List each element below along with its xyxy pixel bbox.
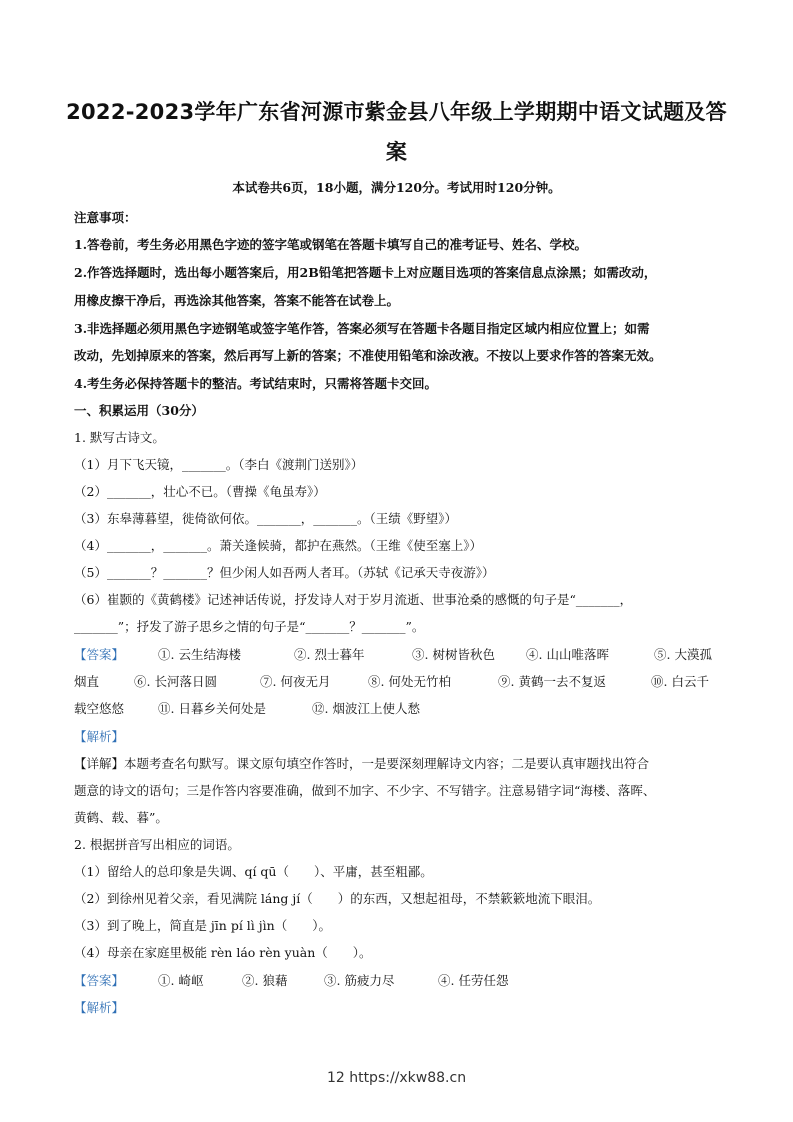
question-1-item: （3）东皋薄暮望，徙倚欲何依。_______，_______。（王绩《野望》） [74, 511, 457, 526]
notice-line: 1.答卷前，考生务必用黑色字迹的签字笔或钢笔在答题卡填写自己的准考证号、姓名、学校。 [74, 237, 588, 252]
answer-row [74, 699, 420, 717]
question-1-item: （1）月下飞天镜，_______。（李白《渡荆门送别》） [74, 457, 364, 472]
answer-row [74, 971, 509, 989]
question-1-item: （5）_______？_______？但少闲人如吾两人者耳。（苏轼《记承天寺夜游》） [74, 565, 495, 580]
answer-item: ⑫. 烟波江上使人愁 [312, 701, 420, 716]
question-1-item: （4）_______，_______。萧关逢候骑，都护在燕然。（王维《使至塞上》） [74, 538, 482, 553]
page-title: 2022-2023学年广东省河源市紫金县八年级上学期期中语文试题及答案 [66, 100, 727, 164]
notice-line: 用橡皮擦干净后，再选涂其他答案，答案不能答在试卷上。 [74, 293, 400, 308]
question-2-item: （1）留给人的总印象是失调、qí qū（ ）、平庸，甚至粗鄙。 [74, 864, 433, 879]
answer-item: ①. 云生结海楼 [158, 647, 241, 662]
question-2-stem: 2. 根据拼音写出相应的词语。 [74, 837, 240, 852]
notice-line: 改动，先划掉原来的答案，然后再写上新的答案；不准使用铅笔和涂改液。不按以上要求作答的答案无效。 [74, 348, 662, 363]
answer-row [74, 672, 709, 690]
answer-item: ④. 任劳任怨 [438, 973, 509, 988]
detail-line: 【详解】本题考查名句默写。课文原句填空作答时，一是要深刻理解诗文内容；二是要认真审题找出符合 [74, 756, 650, 771]
answer-item: ⑤. 大漠孤 [654, 647, 712, 662]
answer-item: ④. 山山唯落晖 [526, 647, 609, 662]
exam-info: 本试卷共6页，18小题，满分120分。考试用时120分钟。 [232, 180, 561, 195]
section-heading: 一、积累运用（30分） [74, 403, 204, 418]
question-1-item: （2）_______，壮心不已。（曹操《龟虽寿》） [74, 484, 326, 499]
notice-line: 2.作答选择题时，选出每小题答案后，用2B铅笔把答题卡上对应题目选项的答案信息点涂黑；如需改动， [74, 265, 657, 280]
question-2-item: （3）到了晚上，简直是 jīn pí lì jìn（ ）。 [74, 918, 331, 933]
answer-item: ⑦. 何夜无月 [260, 674, 331, 689]
analysis-label: 【解析】 [74, 729, 125, 744]
answer-item: ②. 烈士暮年 [294, 647, 365, 662]
question-2-item: （2）到徐州见着父亲，看见满院 láng jí（ ）的东西，又想起祖母，不禁簌簌地流下眼泪。 [74, 891, 601, 906]
notice-line: 3.非选择题必须用黑色字迹钢笔或签字笔作答，答案必须写在答题卡各题目指定区域内相应位置上；如需 [74, 321, 650, 336]
answer-item: ⑩. 白云千 [651, 674, 709, 689]
answer-item: ⑧. 何处无竹柏 [368, 674, 451, 689]
answer-item: ⑨. 黄鹤一去不复返 [498, 674, 606, 689]
question-2-item: （4）母亲在家庭里极能 rèn láo rèn yuàn（ ）。 [74, 945, 372, 960]
answer-item: ②. 狼藉 [242, 973, 288, 988]
answer-label: 【答案】 [74, 647, 125, 662]
detail-line: 黄鹤、载、暮”。 [74, 810, 168, 825]
question-1-item: （6）崔颢的《黄鹤楼》记述神话传说，抒发诗人对于岁月流逝、世事沧桑的感慨的句子是“_______， [74, 592, 633, 607]
notice-line: 4.考生务必保持答题卡的整洁。考试结束时，只需将答题卡交回。 [74, 376, 438, 391]
question-1-item: _______”；抒发了游子思乡之情的句子是“_______？_______”。 [74, 619, 425, 634]
answer-label: 【答案】 [74, 973, 125, 988]
answer-item: 载空悠悠 [74, 701, 125, 716]
answer-item: ③. 树树皆秋色 [412, 647, 495, 662]
answer-item: ③. 筋疲力尽 [324, 973, 395, 988]
question-1-stem: 1. 默写古诗文。 [74, 430, 165, 445]
answer-item: 烟直 [74, 674, 100, 689]
answer-row [74, 645, 712, 663]
page-footer: 12 https://xkw88.cn [326, 1070, 467, 1086]
answer-item: ①. 崎岖 [158, 973, 204, 988]
notice-heading: 注意事项： [74, 210, 137, 225]
answer-item: ⑥. 长河落日圆 [134, 674, 217, 689]
detail-line: 题意的诗文的语句；三是作答内容要准确，做到不加字、不少字、不写错字。注意易错字词“海楼、落晖、 [74, 783, 656, 798]
analysis-label: 【解析】 [74, 1000, 125, 1015]
answer-item: ⑪. 日暮乡关何处是 [158, 701, 266, 716]
